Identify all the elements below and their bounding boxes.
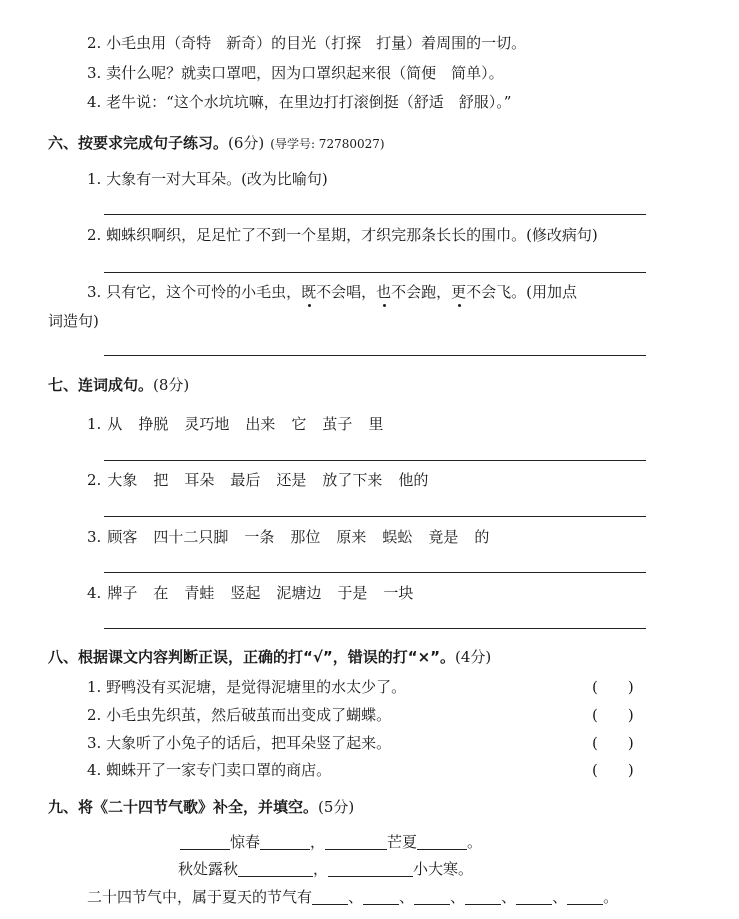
fill-blank[interactable] bbox=[325, 834, 387, 850]
sec7-title: 七、连词成句。 bbox=[48, 376, 154, 394]
sec8-item-3: 3. 大象听了小兔子的话后，把耳朵竖了起来。 bbox=[87, 734, 392, 752]
sec6-heading bbox=[48, 133, 385, 154]
fill-blank[interactable] bbox=[328, 861, 413, 877]
sec6-q3: 3. 只有它，这个可怜的小毛虫，既不会唱，也不会跑，更不会飞。(用加点 bbox=[87, 283, 578, 301]
sec7-item-4: 4. 牌子 在 青蛙 竖起 泥塘边 于是 一块 bbox=[87, 584, 414, 602]
sec6-q2: 2. 蜘蛛织啊织，足足忙了不到一个星期，才织完那条长长的围巾。(修改病句) bbox=[87, 226, 598, 244]
sec9-heading bbox=[48, 797, 354, 817]
sec8-score: (4分) bbox=[455, 648, 492, 666]
sec8-item-2: 2. 小毛虫先织茧，然后破茧而出变成了蝴蝶。 bbox=[87, 706, 392, 724]
fill-blank[interactable] bbox=[465, 889, 501, 905]
sec7-answer-line-1[interactable] bbox=[104, 460, 646, 461]
sec9-question: 二十四节气中，属于夏天的节气有 、 、 、 、 、 。 bbox=[87, 888, 619, 906]
sec7-score: (8分) bbox=[153, 376, 190, 394]
sec9-line-1: 惊春 ， 芒夏 。 bbox=[180, 832, 482, 852]
fill-blank[interactable] bbox=[180, 834, 230, 850]
sec8-item-1: 1. 野鸭没有买泥塘，是觉得泥塘里的水太少了。 bbox=[87, 678, 407, 696]
sec6-q3-dot-word-1: 既 bbox=[301, 283, 317, 301]
sec6-score: (6分) bbox=[228, 134, 265, 152]
sec8-item-4: 4. 蜘蛛开了一家专门卖口罩的商店。 bbox=[87, 761, 332, 779]
sec6-q1: 1. 大象有一对大耳朵。(改为比喻句) bbox=[87, 170, 328, 188]
sec9-line-2: 秋处露秋 ， 小大寒。 bbox=[178, 860, 474, 878]
sec9-score: (5分) bbox=[318, 798, 355, 816]
sec8-answer-box-3[interactable]: ( ) bbox=[592, 734, 634, 752]
sec6-answer-line-2[interactable] bbox=[104, 272, 646, 273]
fill-blank[interactable] bbox=[567, 889, 603, 905]
sec8-heading bbox=[48, 647, 491, 667]
fill-blank[interactable] bbox=[516, 889, 552, 905]
fill-blank[interactable] bbox=[363, 889, 399, 905]
sec7-answer-line-3[interactable] bbox=[104, 572, 646, 573]
sec8-answer-box-4[interactable]: ( ) bbox=[592, 761, 634, 779]
sec6-answer-line-3[interactable] bbox=[104, 355, 646, 356]
sec6-title: 六、按要求完成句子练习。 bbox=[48, 134, 229, 152]
fill-blank[interactable] bbox=[260, 834, 310, 850]
sec6-q3-cont: 词造句) bbox=[48, 312, 99, 330]
sec6-guide-number: (导学号: 72780027) bbox=[270, 137, 385, 151]
sec9-title: 九、将《二十四节气歌》补全，并填空。 bbox=[48, 798, 319, 816]
fill-blank[interactable] bbox=[238, 861, 313, 877]
sec7-answer-line-4[interactable] bbox=[104, 628, 646, 629]
sec6-answer-line-1[interactable] bbox=[104, 214, 646, 215]
sec7-item-1: 1. 从 挣脱 灵巧地 出来 它 茧子 里 bbox=[87, 415, 384, 433]
sec6-q3-dot-word-2: 也 bbox=[376, 283, 392, 301]
sec5-item-4: 4. 老牛说：“这个水坑坑嘛，在里边打打滚倒挺（舒适 舒服）。” bbox=[87, 93, 512, 111]
sec7-answer-line-2[interactable] bbox=[104, 516, 646, 517]
fill-blank[interactable] bbox=[417, 834, 467, 850]
sec5-item-3: 3. 卖什么呢？就卖口罩吧，因为口罩织起来很（简便 简单）。 bbox=[87, 64, 504, 82]
sec8-answer-box-1[interactable]: ( ) bbox=[592, 678, 634, 696]
sec6-q3-dot-word-3: 更 bbox=[451, 283, 467, 301]
fill-blank[interactable] bbox=[312, 889, 348, 905]
sec7-item-3: 3. 顾客 四十二只脚 一条 那位 原来 蜈蚣 竟是 的 bbox=[87, 528, 490, 546]
sec8-title: 八、根据课文内容判断正误，正确的打“√”，错误的打“×”。 bbox=[48, 648, 456, 666]
sec7-item-2: 2. 大象 把 耳朵 最后 还是 放了下来 他的 bbox=[87, 471, 429, 489]
fill-blank[interactable] bbox=[414, 889, 450, 905]
sec7-heading bbox=[48, 375, 189, 395]
sec5-item-2: 2. 小毛虫用（奇特 新奇）的目光（打探 打量）着周围的一切。 bbox=[87, 34, 527, 52]
sec8-answer-box-2[interactable]: ( ) bbox=[592, 706, 634, 724]
